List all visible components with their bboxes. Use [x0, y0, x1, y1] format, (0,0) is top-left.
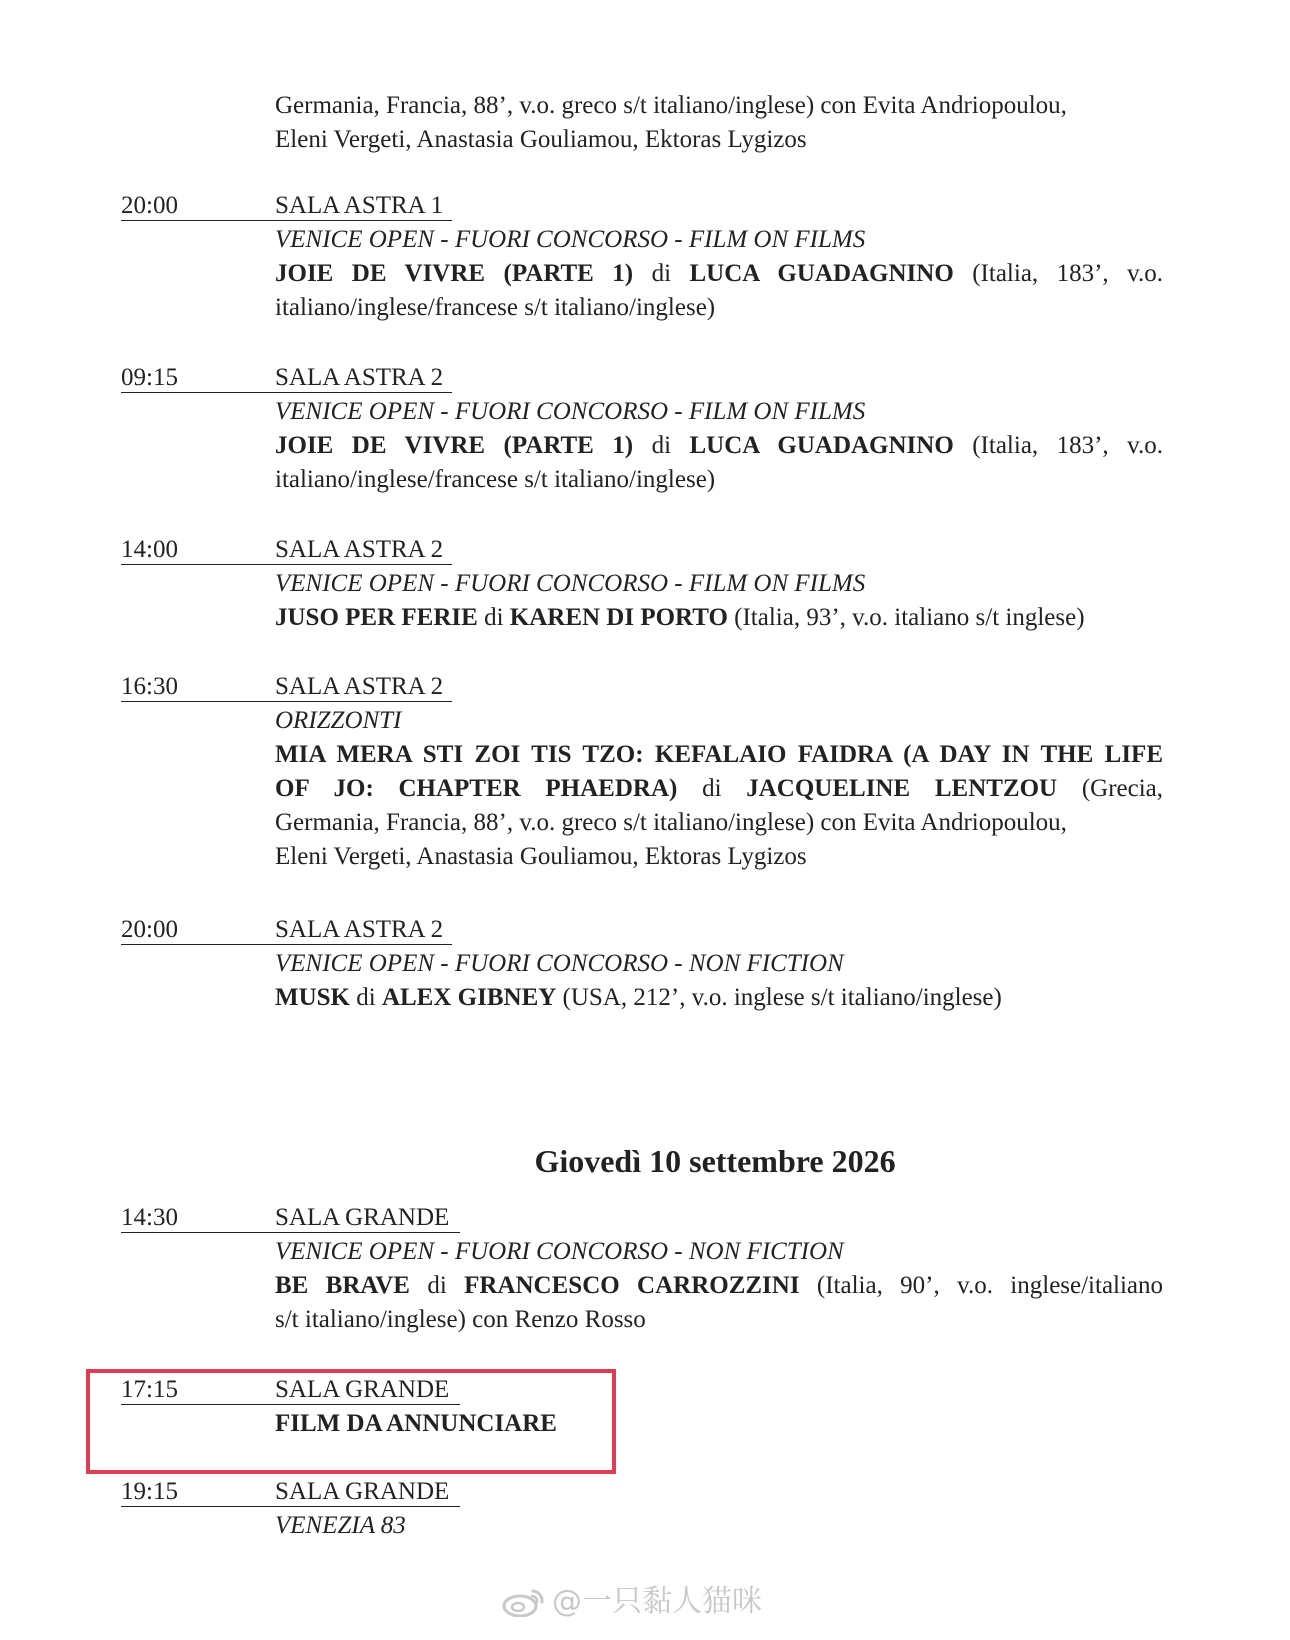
screening-section: VENEZIA 83 [275, 1512, 406, 1539]
film-title: JOIE DE VIVRE (PARTE 1) [275, 260, 634, 287]
day-heading: Giovedì 10 settembre 2026 [534, 1143, 896, 1179]
film-details: (USA, 212’, v.o. inglese s/t italiano/inglese) [562, 984, 1002, 1011]
screening-time: 20:00 [121, 916, 178, 943]
screening-section: VENICE OPEN - FUORI CONCORSO - FILM ON FILMS [275, 398, 866, 425]
intro-line-1: Germania, Francia, 88’, v.o. greco s/t italiano/inglese) con Evita Andriopoulou, [275, 92, 1067, 119]
film-details-line-2: italiano/inglese/francese s/t italiano/inglese) [275, 466, 716, 493]
film-director: ALEX GIBNEY [381, 984, 557, 1011]
di-label: di [356, 984, 376, 1011]
screening-time: 14:00 [121, 536, 178, 563]
screening-venue: SALA GRANDE [275, 1376, 450, 1403]
di-label: di [484, 604, 504, 631]
di-label: di [651, 432, 672, 459]
screening-film-line [275, 257, 1163, 291]
screening-film-line [275, 1407, 1163, 1441]
film-details: (Italia, 90’, v.o. inglese/italiano [816, 1272, 1164, 1299]
film-details-line-2: s/t italiano/inglese) con Renzo Rosso [275, 1306, 646, 1333]
di-label: di [702, 775, 722, 802]
screening-venue: SALA GRANDE [275, 1204, 450, 1231]
watermark-text: @一只黏人猫咪 [552, 1584, 762, 1619]
film-details-line-3: Germania, Francia, 88’, v.o. greco s/t italiano/inglese) con Evita Andriopoulou, [275, 809, 1067, 836]
watermark [500, 1582, 762, 1622]
screening-venue: SALA ASTRA 2 [275, 916, 444, 943]
film-details: (Grecia, [1081, 775, 1164, 802]
di-label: di [427, 1272, 447, 1299]
screening-venue: SALA GRANDE [275, 1478, 450, 1505]
film-title: MUSK [275, 984, 350, 1011]
screening-film-line [275, 738, 1163, 772]
screening-section: VENICE OPEN - FUORI CONCORSO - NON FICTION [275, 1238, 844, 1265]
film-director: LUCA GUADAGNINO [689, 432, 954, 459]
film-director: JACQUELINE LENTZOU [746, 775, 1058, 802]
screening-time: 17:15 [121, 1376, 178, 1403]
screening-section: VENICE OPEN - FUORI CONCORSO - FILM ON FILMS [275, 570, 866, 597]
screening-time: 16:30 [121, 673, 178, 700]
screening-film-line [275, 601, 1163, 635]
film-director: LUCA GUADAGNINO [689, 260, 954, 287]
film-title-continued: OF JO: CHAPTER PHAEDRA) [275, 775, 678, 802]
screening-time: 20:00 [121, 192, 178, 219]
screening-film-line [275, 981, 1163, 1015]
screening-film-line [275, 1269, 1163, 1303]
film-details: (Italia, 183’, v.o. [972, 432, 1164, 459]
film-title: MIA MERA STI ZOI TIS TZO: KEFALAIO FAIDRA (A DAY IN THE LIFE [275, 741, 1163, 768]
screening-film-line [275, 429, 1163, 463]
film-title: JUSO PER FERIE [275, 604, 478, 631]
film-details-line-2: italiano/inglese/francese s/t italiano/inglese) [275, 294, 716, 321]
film-title: JOIE DE VIVRE (PARTE 1) [275, 432, 634, 459]
screening-venue: SALA ASTRA 2 [275, 364, 444, 391]
film-title: FILM DA ANNUNCIARE [275, 1410, 557, 1437]
di-label: di [651, 260, 672, 287]
film-title: BE BRAVE [275, 1272, 410, 1299]
screening-venue: SALA ASTRA 1 [275, 192, 444, 219]
screening-time: 19:15 [121, 1478, 178, 1505]
screening-section: VENICE OPEN - FUORI CONCORSO - NON FICTION [275, 950, 844, 977]
screening-section: VENICE OPEN - FUORI CONCORSO - FILM ON FILMS [275, 226, 866, 253]
film-details-line-4: Eleni Vergeti, Anastasia Gouliamou, Ektoras Lygizos [275, 843, 807, 870]
film-details: (Italia, 183’, v.o. [972, 260, 1164, 287]
screening-section: ORIZZONTI [275, 707, 402, 734]
screening-time: 09:15 [121, 364, 178, 391]
film-director: FRANCESCO CARROZZINI [464, 1272, 800, 1299]
screening-venue: SALA ASTRA 2 [275, 673, 444, 700]
intro-line-2: Eleni Vergeti, Anastasia Gouliamou, Ektoras Lygizos [275, 126, 807, 153]
screening-venue: SALA ASTRA 2 [275, 536, 444, 563]
film-director: KAREN DI PORTO [509, 604, 728, 631]
weibo-logo-icon [500, 1587, 546, 1617]
screening-time: 14:30 [121, 1204, 178, 1231]
film-details: (Italia, 93’, v.o. italiano s/t inglese) [734, 604, 1085, 631]
screening-film-line-2 [275, 772, 1163, 806]
